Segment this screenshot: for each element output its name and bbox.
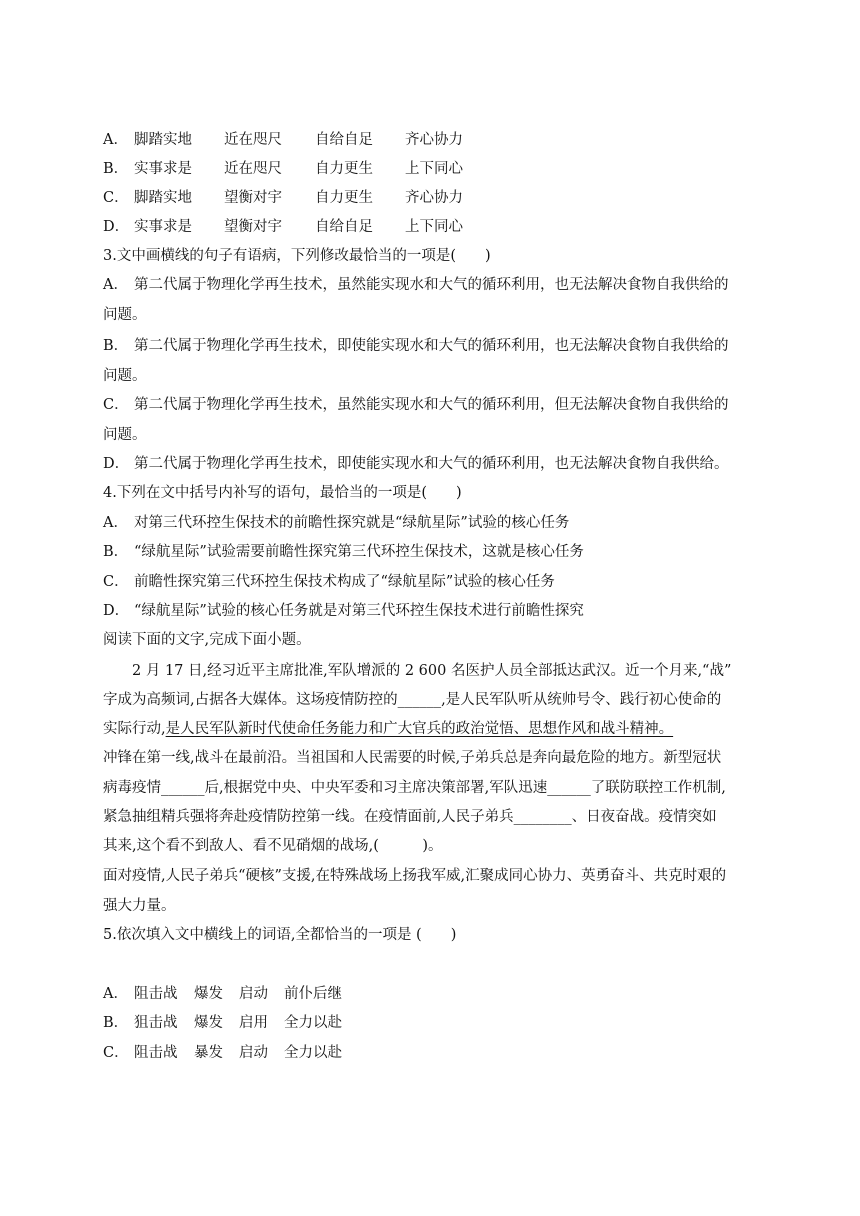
passage-line: 其来,这个看不到敌人、看不见硝烟的战场,( )。 — [103, 838, 443, 854]
passage-text: 实际行动, — [103, 721, 166, 737]
q3-option-c — [103, 395, 729, 415]
q2-option-a — [103, 130, 463, 150]
option-word: 上下同心 — [405, 219, 463, 235]
passage-line: 病毒疫情______后,根据党中央、中央军委和习主席决策部署,军队迅速______了联防联控工作机制, — [103, 780, 726, 796]
option-word: 启动 — [239, 986, 268, 1002]
option-word: 全力以赴 — [284, 1015, 342, 1031]
passage-line: 冲锋在第一线,战斗在最前沿。当祖国和人民需要的时候,子弟兵总是奔向最危险的地方。新型冠状 — [103, 750, 722, 766]
option-word: 爆发 — [194, 1015, 223, 1031]
q3-stem: 3.文中画横线的句子有语病，下列修改最恰当的一项是( ) — [103, 248, 491, 264]
option-label: C． — [103, 397, 129, 413]
option-word: 爆发 — [194, 986, 223, 1002]
passage-line: 面对疫情,人民子弟兵“硬核”支援,在特殊战场上扬我军威,汇聚成同心协力、英勇奋斗、共克时艰的 — [103, 868, 727, 884]
q3-option-d — [103, 454, 729, 474]
option-word: 望衡对宇 — [224, 219, 282, 235]
underlined-sentence: 是人民军队新时代使命任务能力和广大官兵的政治觉悟、思想作风和战斗精神。 — [165, 721, 674, 737]
option-label: C． — [103, 574, 129, 590]
option-label: B． — [103, 338, 129, 354]
option-word: 自给自足 — [315, 219, 373, 235]
q4-option-c — [103, 572, 555, 592]
option-word: 齐心协力 — [405, 132, 463, 148]
option-label: B． — [103, 161, 129, 177]
passage-line: 字成为高频词,占据各大媒体。这场疫情防控的______,是人民军队听从统帅号令、践行初心使命的 — [103, 692, 722, 708]
option-label: C． — [103, 190, 129, 206]
q3-option-a-cont: 问题。 — [103, 307, 147, 323]
option-label: B． — [103, 544, 129, 560]
option-label: A． — [103, 515, 128, 531]
option-word: 自给自足 — [315, 132, 373, 148]
option-text: 第二代属于物理化学再生技术，虽然能实现水和大气的循环利用，但无法解决食物自我供给的 — [134, 397, 729, 413]
q3-option-b — [103, 336, 729, 356]
option-word: 齐心协力 — [405, 190, 463, 206]
q5-stem: 5.依次填入文中横线上的词语,全都恰当的一项是 ( ) — [103, 927, 457, 943]
option-text: 第二代属于物理化学再生技术，即使能实现水和大气的循环利用，也无法解决食物自我供给。 — [134, 456, 729, 472]
passage-line: 紧急抽组精兵强将奔赴疫情防控第一线。在疫情面前,人民子弟兵________、日夜奋战。疫情突如 — [103, 809, 717, 825]
q2-option-c — [103, 188, 463, 208]
option-word: 近在咫尺 — [224, 161, 282, 177]
option-label: D． — [103, 219, 130, 235]
option-text: “绿航星际”试验需要前瞻性探究第三代环控生保技术，这就是核心任务 — [134, 544, 584, 560]
option-word: 脚踏实地 — [134, 132, 192, 148]
q4-option-b — [103, 542, 584, 562]
option-word: 狙击战 — [134, 1015, 178, 1031]
option-label: C． — [103, 1045, 129, 1061]
option-text: 前瞻性探究第三代环控生保技术构成了“绿航星际”试验的核心任务 — [134, 574, 555, 590]
q3-option-c-cont: 问题。 — [103, 427, 147, 443]
q3-option-a — [103, 275, 729, 295]
option-word: 近在咫尺 — [224, 132, 282, 148]
option-word: 前仆后继 — [284, 986, 342, 1002]
q4-stem: 4.下列在文中括号内补写的语句，最恰当的一项是( ) — [103, 485, 462, 501]
option-word: 脚踏实地 — [134, 190, 192, 206]
q5-option-a — [103, 984, 342, 1004]
option-label: B． — [103, 1015, 129, 1031]
q2-option-b — [103, 159, 463, 179]
option-word: 自力更生 — [315, 190, 373, 206]
q2-option-d — [103, 217, 463, 237]
reading-instruction: 阅读下面的文字,完成下面小题。 — [103, 632, 311, 648]
q4-option-d — [103, 601, 584, 621]
option-text: 对第三代环控生保技术的前瞻性探究就是“绿航星际”试验的核心任务 — [134, 515, 570, 531]
option-label: D． — [103, 456, 130, 472]
passage-line: 强大力量。 — [103, 898, 176, 914]
option-label: A． — [103, 132, 128, 148]
option-label: A． — [103, 277, 128, 293]
q4-option-a — [103, 513, 569, 533]
option-word: 暴发 — [194, 1045, 223, 1061]
option-word: 实事求是 — [134, 161, 192, 177]
passage-line: 2 月 17 日,经习近平主席批准,军队增派的 2 600 名医护人员全部抵达武汉。近一个月来,“战” — [103, 663, 732, 679]
option-label: D． — [103, 603, 130, 619]
q3-option-b-cont: 问题。 — [103, 368, 147, 384]
passage-line — [103, 719, 673, 739]
option-word: 自力更生 — [315, 161, 373, 177]
q5-option-b — [103, 1013, 342, 1033]
q5-option-c — [103, 1043, 342, 1063]
option-word: 实事求是 — [134, 219, 192, 235]
option-label: A． — [103, 986, 128, 1002]
option-word: 阻击战 — [134, 1045, 178, 1061]
option-text: 第二代属于物理化学再生技术，虽然能实现水和大气的循环利用，也无法解决食物自我供给的 — [134, 277, 729, 293]
option-text: 第二代属于物理化学再生技术，即使能实现水和大气的循环利用，也无法解决食物自我供给的 — [134, 338, 729, 354]
option-text: “绿航星际”试验的核心任务就是对第三代环控生保技术进行前瞻性探究 — [134, 603, 584, 619]
option-word: 全力以赴 — [284, 1045, 342, 1061]
option-word: 上下同心 — [405, 161, 463, 177]
option-word: 阻击战 — [134, 986, 178, 1002]
option-word: 望衡对宇 — [224, 190, 282, 206]
option-word: 启动 — [239, 1045, 268, 1061]
option-word: 启用 — [239, 1015, 268, 1031]
